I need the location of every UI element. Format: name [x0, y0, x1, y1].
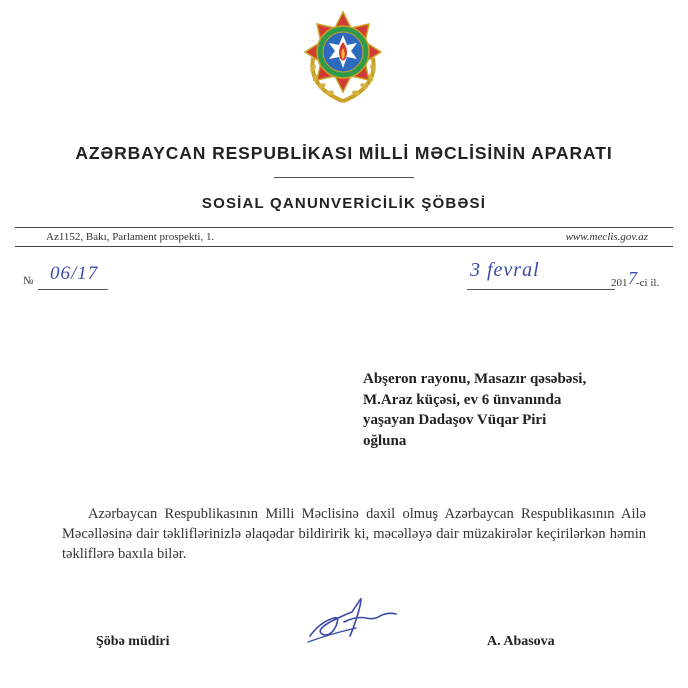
body-paragraph: Azərbaycan Respublikasının Milli Məclisinə daxil olmuş Azərbaycan Respublikasının Ailə Məcəlləsinə dair təkliflərinizlə əlaqədar bildiririk ki, məcəlləyə dair müzakirələr keçirilərkən həmin təkliflərə baxıla bilər. — [62, 506, 646, 562]
organization-title: AZƏRBAYCAN RESPUBLİKASI MİLLİ MƏCLİSİNİN APARATI — [75, 143, 613, 163]
date-underline — [467, 289, 615, 290]
number-label: № — [23, 275, 34, 287]
date-handwritten: 3 fevral — [470, 259, 540, 281]
signatory-role: Şöbə müdiri — [96, 634, 170, 649]
recipient-line: oğluna — [363, 432, 407, 449]
year-printed: 201 — [611, 277, 628, 289]
website-link[interactable]: www.meclis.gov.az — [565, 231, 648, 243]
recipient-line: M.Araz küçəsi, ev 6 ünvanında — [363, 391, 562, 408]
number-handwritten: 06/17 — [50, 263, 99, 284]
title-divider — [274, 177, 414, 178]
signatory-name: A. Abasova — [487, 634, 555, 649]
state-emblem — [299, 8, 387, 104]
recipient-line: Abşeron rayonu, Masazır qəsəbəsi, — [363, 371, 587, 387]
handwritten-signature — [300, 592, 410, 648]
address-rule-bottom — [15, 246, 673, 247]
year-suffix: -ci il. — [636, 277, 660, 289]
letter-body — [62, 504, 646, 564]
recipient-block — [363, 369, 663, 451]
department-title: SOSİAL QANUNVERİCİLİK ŞÖBƏSİ — [201, 195, 487, 212]
recipient-line: yaşayan Dadaşov Vüqar Piri — [363, 412, 547, 428]
year-handwritten: 7 — [628, 268, 637, 288]
address-rule-top — [15, 227, 673, 228]
address: Az1152, Bakı, Parlament prospekti, 1. — [46, 231, 215, 243]
number-underline — [38, 289, 108, 290]
